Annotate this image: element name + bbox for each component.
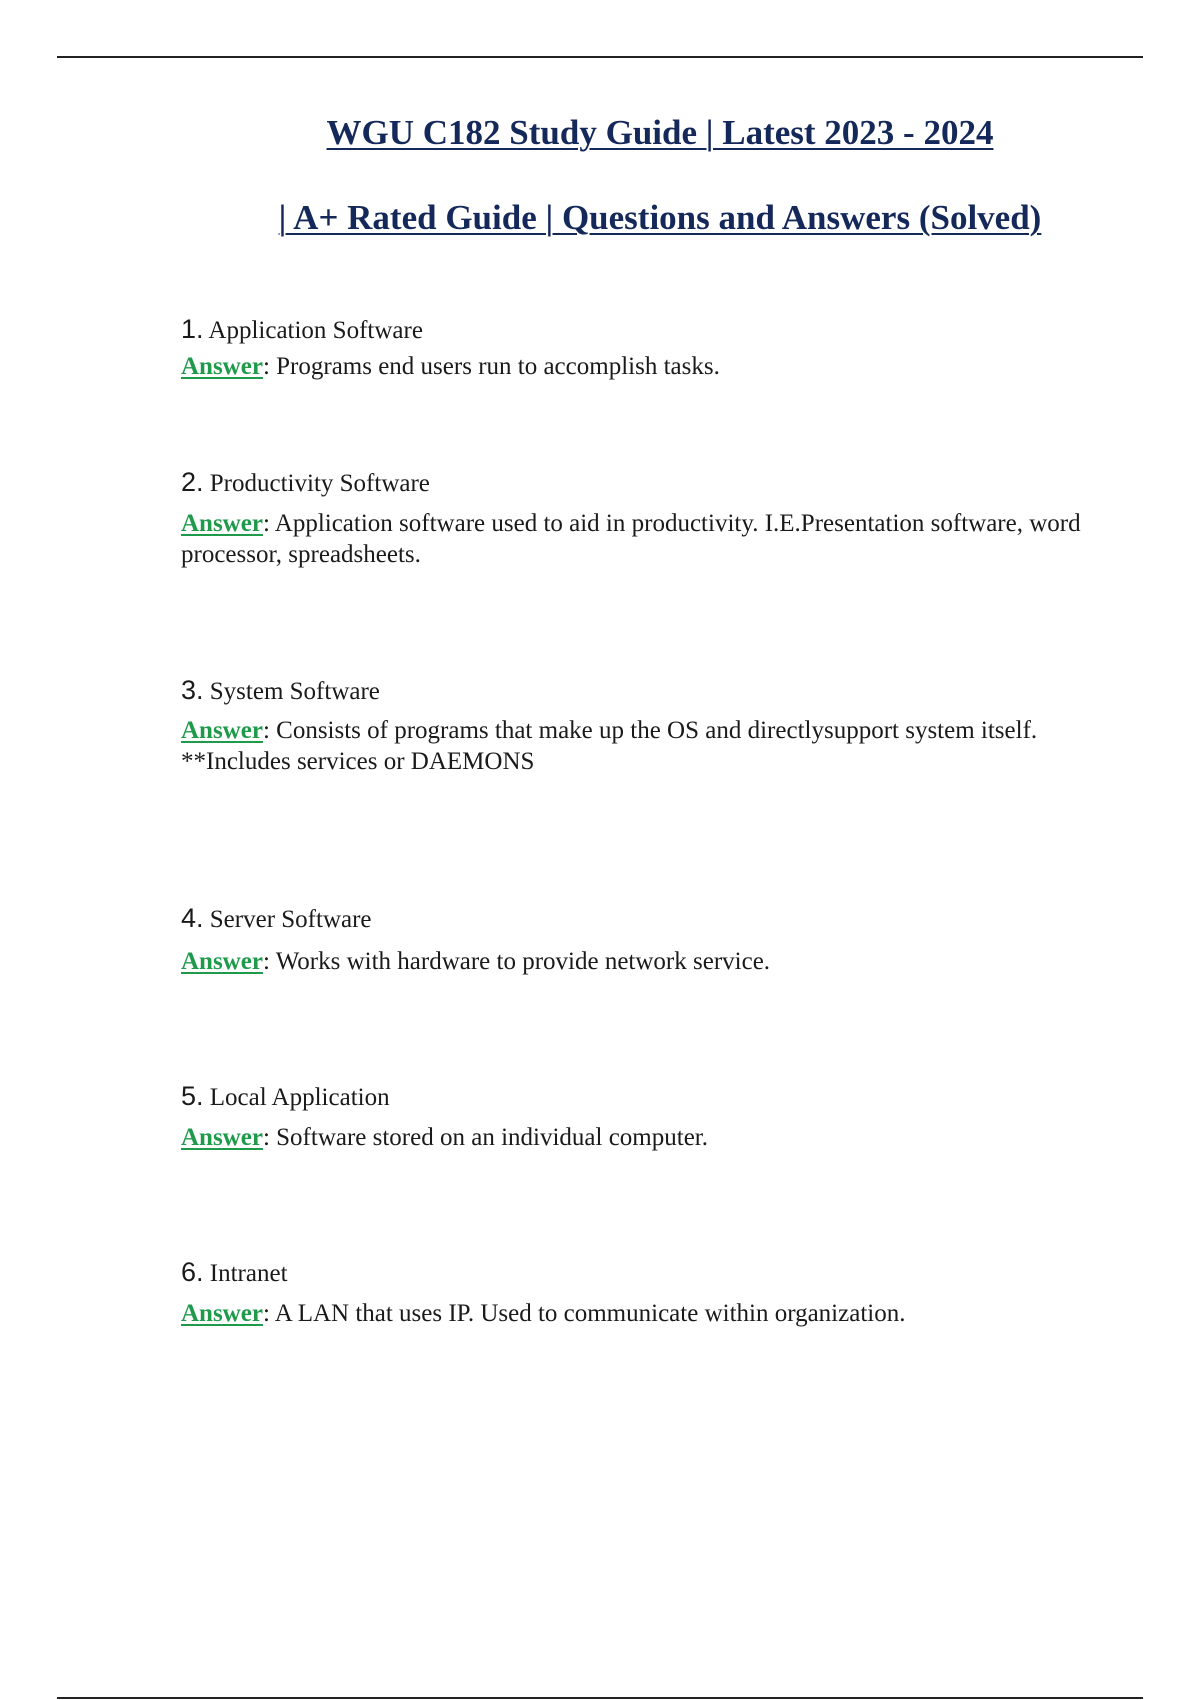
answer-text: Programs end users run to accomplish tasks. bbox=[276, 353, 720, 380]
answer-label: Answer bbox=[181, 1300, 263, 1327]
question-text: Productivity Software bbox=[209, 470, 430, 497]
answer-label: Answer bbox=[181, 353, 263, 380]
question-number: 6. bbox=[181, 1257, 204, 1287]
answer-label: Answer bbox=[181, 1124, 263, 1151]
question bbox=[181, 313, 1081, 347]
question bbox=[181, 1080, 1081, 1114]
answer-note: **Includes services or DAEMONS bbox=[181, 748, 535, 775]
qa-item bbox=[181, 1256, 1081, 1329]
answer-label: Answer bbox=[181, 948, 263, 975]
answer: Answer: Works with hardware to provide network service. bbox=[181, 948, 771, 975]
question-text: Local Application bbox=[209, 1084, 390, 1111]
question-number: 2. bbox=[181, 467, 204, 497]
answer-text: Application software used to aid in productivity. I.E.Presentation software, word processor, spreadsheets. bbox=[181, 510, 1081, 568]
qa-item bbox=[181, 902, 1081, 977]
answer: Answer: Consists of programs that make up the OS and directlysupport system itself. bbox=[181, 717, 1038, 744]
answer: Answer: Programs end users run to accomplish tasks. bbox=[181, 353, 720, 380]
qa-item bbox=[181, 313, 1081, 382]
qa-item bbox=[181, 674, 1081, 779]
answer-text: A LAN that uses IP. Used to communicate within organization. bbox=[274, 1300, 906, 1327]
question bbox=[181, 902, 1081, 936]
answer: Answer: A LAN that uses IP. Used to communicate within organization. bbox=[181, 1300, 906, 1327]
answer: Answer: Software stored on an individual computer. bbox=[181, 1124, 708, 1151]
answer-label: Answer bbox=[181, 717, 263, 744]
question bbox=[181, 1256, 1081, 1290]
question-number: 3. bbox=[181, 675, 204, 705]
question bbox=[181, 466, 1081, 500]
document-title-line-2: | A+ Rated Guide | Questions and Answers (Solved) bbox=[278, 198, 1042, 237]
qa-item bbox=[181, 466, 1081, 570]
question-text: Server Software bbox=[209, 906, 372, 933]
question-number: 1. bbox=[181, 314, 204, 344]
question-number: 4. bbox=[181, 903, 204, 933]
top-rule bbox=[57, 56, 1143, 58]
question-text: System Software bbox=[209, 678, 380, 705]
bottom-rule bbox=[57, 1697, 1143, 1699]
question bbox=[181, 674, 1081, 708]
document-title-line-1: WGU C182 Study Guide | Latest 2023 - 2024 bbox=[326, 113, 994, 152]
qa-item bbox=[181, 1080, 1081, 1153]
answer-text: Software stored on an individual computer. bbox=[276, 1124, 708, 1151]
question-text: Intranet bbox=[209, 1260, 288, 1287]
question-number: 5. bbox=[181, 1081, 204, 1111]
answer-label: Answer bbox=[181, 510, 263, 537]
answer: Answer: Application software used to aid in productivity. I.E.Presentation software, word processor, spreadsheets. bbox=[181, 510, 1081, 568]
answer-text: Consists of programs that make up the OS and directlysupport system itself. bbox=[276, 717, 1038, 744]
question-text: Application Software bbox=[208, 317, 423, 344]
answer-text: Works with hardware to provide network service. bbox=[275, 948, 771, 975]
